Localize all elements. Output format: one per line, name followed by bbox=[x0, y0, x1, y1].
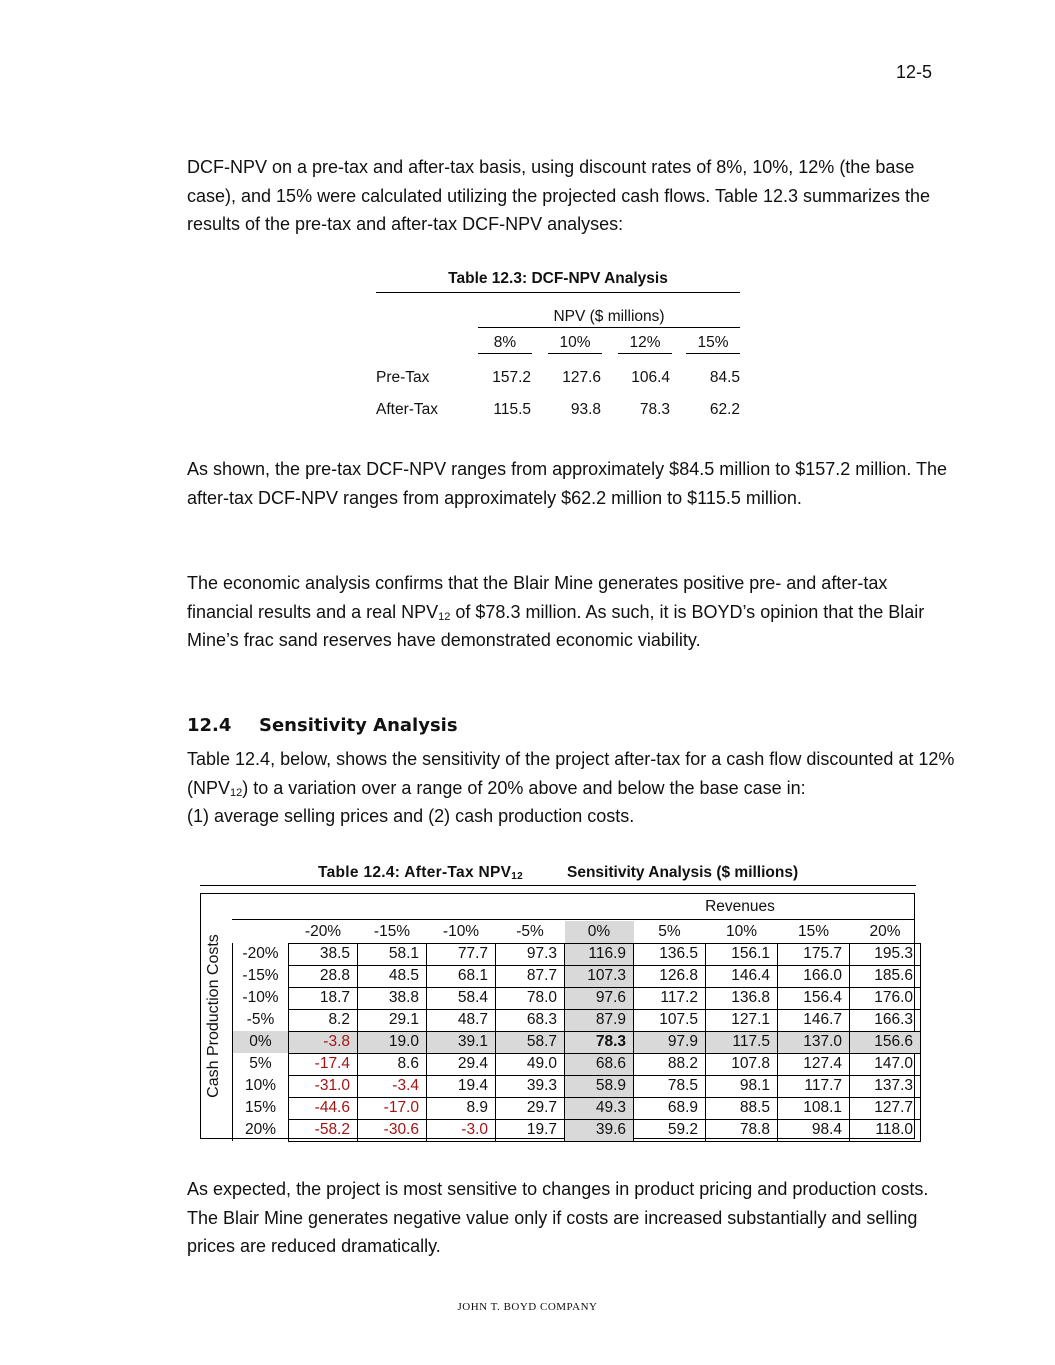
row-label: 0% bbox=[233, 1031, 289, 1053]
cell: 127.4 bbox=[778, 1053, 850, 1075]
cell: -3.8 bbox=[289, 1031, 358, 1053]
corner-cell bbox=[233, 921, 289, 943]
row-label: -20% bbox=[233, 943, 289, 965]
column-header: -10% bbox=[442, 922, 480, 940]
cell: 136.8 bbox=[706, 987, 778, 1009]
cell: 175.7 bbox=[778, 943, 850, 965]
costs-axis-label: Cash Production Costs bbox=[205, 934, 222, 1098]
cell: 107.3 bbox=[565, 965, 634, 987]
table-row bbox=[233, 1097, 921, 1119]
cell: 107.8 bbox=[706, 1053, 778, 1075]
cell: -44.6 bbox=[289, 1097, 358, 1119]
section-heading bbox=[187, 715, 458, 736]
cell: 29.1 bbox=[358, 1009, 427, 1031]
revenues-header-row bbox=[232, 893, 915, 920]
cell: 62.2 bbox=[709, 401, 740, 418]
cell: 39.1 bbox=[427, 1031, 496, 1053]
cell: 38.5 bbox=[289, 943, 358, 965]
cell: 166.0 bbox=[778, 965, 850, 987]
cell: 87.9 bbox=[565, 1009, 634, 1031]
cell: 166.3 bbox=[850, 1009, 921, 1031]
table-row bbox=[233, 1009, 921, 1031]
cell: 58.1 bbox=[358, 943, 427, 965]
title-subscript: 12 bbox=[511, 871, 523, 882]
row-label: Pre-Tax bbox=[376, 369, 430, 386]
cell: 93.8 bbox=[570, 401, 601, 418]
paragraph-4-text-a: Table 12.4, below, shows the sensitivity of the project after-tax for a cash flow discounted at 12% (NPV bbox=[187, 749, 955, 798]
cell: -30.6 bbox=[358, 1119, 427, 1141]
paragraph-3-subscript: 12 bbox=[438, 610, 451, 623]
paragraph-economic-viability bbox=[187, 569, 947, 655]
cell: 29.7 bbox=[496, 1097, 565, 1119]
cell: 136.5 bbox=[634, 943, 706, 965]
cell: 59.2 bbox=[634, 1119, 706, 1141]
cell: 115.5 bbox=[493, 401, 531, 418]
title-text: Table 12.4: After-Tax NPV bbox=[318, 864, 512, 881]
table-12-4-title-main bbox=[318, 864, 523, 882]
table-row bbox=[233, 1031, 921, 1053]
cell: 18.7 bbox=[289, 987, 358, 1009]
cell: 146.4 bbox=[706, 965, 778, 987]
row-label: After-Tax bbox=[376, 401, 439, 418]
table-row bbox=[233, 1075, 921, 1097]
cell: 8.2 bbox=[289, 1009, 358, 1031]
cell: -3.4 bbox=[358, 1075, 427, 1097]
cell: 118.0 bbox=[850, 1119, 921, 1141]
cell: 28.8 bbox=[289, 965, 358, 987]
paragraph-4-text-c: (1) average selling prices and (2) cash production costs. bbox=[187, 806, 635, 826]
cell: 147.0 bbox=[850, 1053, 921, 1075]
cell: 97.9 bbox=[634, 1031, 706, 1053]
cell: 195.3 bbox=[850, 943, 921, 965]
paragraph-4-text-b: ) to a variation over a range of 20% above and below the base case in: bbox=[242, 777, 806, 798]
rate-header: 10% bbox=[548, 334, 602, 354]
cell: 68.1 bbox=[427, 965, 496, 987]
row-label: 15% bbox=[233, 1097, 289, 1119]
row-label: 5% bbox=[233, 1053, 289, 1075]
table-12-3-title: Table 12.3: DCF-NPV Analysis bbox=[376, 270, 740, 293]
page-number: 12-5 bbox=[895, 62, 932, 82]
cell: 146.7 bbox=[778, 1009, 850, 1031]
revenues-label: Revenues bbox=[705, 898, 775, 915]
cell: 49.3 bbox=[565, 1097, 634, 1119]
cell: 49.0 bbox=[496, 1053, 565, 1075]
cell: 68.9 bbox=[634, 1097, 706, 1119]
cell: 19.0 bbox=[358, 1031, 427, 1053]
cell: 117.2 bbox=[634, 987, 706, 1009]
cell: 58.4 bbox=[427, 987, 496, 1009]
cell: 157.2 bbox=[492, 369, 531, 386]
table-row bbox=[233, 1053, 921, 1075]
cell: 117.7 bbox=[778, 1075, 850, 1097]
cell: 78.5 bbox=[634, 1075, 706, 1097]
cell: 156.1 bbox=[706, 943, 778, 965]
column-header-row bbox=[233, 921, 921, 943]
cell: 68.3 bbox=[496, 1009, 565, 1031]
cell: 8.6 bbox=[358, 1053, 427, 1075]
column-header: -5% bbox=[516, 922, 544, 940]
intro-paragraph: DCF-NPV on a pre-tax and after-tax basis, using discount rates of 8%, 10%, 12% (the base case), and 15% were calculated utilizing the projected cash flows. Table 12.3 summarizes the results of the pre-tax and after-tax DCF-NPV analyses: bbox=[187, 157, 931, 234]
cell: 48.7 bbox=[427, 1009, 496, 1031]
cell: 106.4 bbox=[631, 369, 670, 386]
paragraph-conclusion: As expected, the project is most sensitive to changes in product pricing and production costs. The Blair Mine generates negative value only if costs are increased substantially and selling prices are reduced dramatically. bbox=[187, 1179, 929, 1256]
paragraph-3-text-a: The economic analysis confirms that the Blair Mine generates positive pre- and after-tax financial results and a real NPV bbox=[187, 573, 888, 622]
cell: 78.8 bbox=[706, 1119, 778, 1141]
row-label: -15% bbox=[233, 965, 289, 987]
column-header: 10% bbox=[725, 922, 758, 940]
cell: 176.0 bbox=[850, 987, 921, 1009]
cell: 39.6 bbox=[565, 1119, 634, 1141]
cell: 78.3 bbox=[639, 401, 670, 418]
paragraph-3-text-b: of $78.3 million. As such, it is BOYD’s opinion that the Blair Mine’s frac sand reserves have demonstrated economic viability. bbox=[187, 601, 925, 650]
paragraph-npv-ranges: As shown, the pre-tax DCF-NPV ranges from approximately $84.5 million to $157.2 million. The after-tax DCF-NPV ranges from approximately $62.2 million to $115.5 million. bbox=[187, 459, 948, 508]
cell: 68.6 bbox=[565, 1053, 634, 1075]
table-12-4-title-suffix: Sensitivity Analysis ($ millions) bbox=[567, 864, 799, 881]
column-header: 15% bbox=[797, 922, 830, 940]
cell: 39.3 bbox=[496, 1075, 565, 1097]
table-row bbox=[233, 965, 921, 987]
table-12-4-title bbox=[200, 864, 916, 886]
cell: 78.0 bbox=[496, 987, 565, 1009]
column-header: -15% bbox=[373, 922, 411, 940]
cell: 19.7 bbox=[496, 1119, 565, 1141]
cell: 98.4 bbox=[778, 1119, 850, 1141]
rate-header: 15% bbox=[686, 334, 740, 354]
cell: -31.0 bbox=[289, 1075, 358, 1097]
cell: 156.4 bbox=[778, 987, 850, 1009]
row-label: -5% bbox=[233, 1009, 289, 1031]
cell: 108.1 bbox=[778, 1097, 850, 1119]
section-title: Sensitivity Analysis bbox=[259, 715, 458, 736]
cell: 88.2 bbox=[634, 1053, 706, 1075]
cell: 48.5 bbox=[358, 965, 427, 987]
npv-header: NPV ($ millions) bbox=[478, 308, 740, 328]
cell: 127.1 bbox=[706, 1009, 778, 1031]
cell: 58.9 bbox=[565, 1075, 634, 1097]
cell: 126.8 bbox=[634, 965, 706, 987]
cell: 84.5 bbox=[709, 369, 740, 386]
cell: -17.0 bbox=[358, 1097, 427, 1119]
cell: 127.6 bbox=[562, 369, 601, 386]
table-12-3 bbox=[376, 270, 740, 418]
cell: -3.0 bbox=[427, 1119, 496, 1141]
rate-header: 8% bbox=[478, 334, 532, 354]
cell: 88.5 bbox=[706, 1097, 778, 1119]
cell: -58.2 bbox=[289, 1119, 358, 1141]
footer-company: JOHN T. BOYD COMPANY bbox=[457, 1301, 598, 1313]
row-label: 20% bbox=[233, 1119, 289, 1141]
cell: 19.4 bbox=[427, 1075, 496, 1097]
column-header: 0% bbox=[565, 921, 634, 943]
cell: 78.3 bbox=[565, 1031, 634, 1053]
cell: -17.4 bbox=[289, 1053, 358, 1075]
section-number: 12.4 bbox=[187, 715, 232, 736]
paragraph-sensitivity-intro bbox=[187, 745, 957, 831]
cell: 117.5 bbox=[706, 1031, 778, 1053]
table-row bbox=[233, 987, 921, 1009]
row-label: 10% bbox=[233, 1075, 289, 1097]
column-header: -20% bbox=[304, 922, 342, 940]
cell: 137.3 bbox=[850, 1075, 921, 1097]
row-label: -10% bbox=[233, 987, 289, 1009]
column-header: 20% bbox=[869, 922, 901, 940]
cell: 127.7 bbox=[850, 1097, 921, 1119]
cell: 137.0 bbox=[778, 1031, 850, 1053]
cell: 8.9 bbox=[427, 1097, 496, 1119]
cell: 77.7 bbox=[427, 943, 496, 965]
column-header: 5% bbox=[658, 922, 681, 940]
sensitivity-grid bbox=[232, 921, 921, 1142]
cell: 185.6 bbox=[850, 965, 921, 987]
paragraph-4-subscript: 12 bbox=[230, 786, 243, 799]
cell: 107.5 bbox=[634, 1009, 706, 1031]
table-row bbox=[233, 1119, 921, 1141]
rate-header: 12% bbox=[618, 334, 672, 354]
cell: 38.8 bbox=[358, 987, 427, 1009]
cell: 97.6 bbox=[565, 987, 634, 1009]
cell: 87.7 bbox=[496, 965, 565, 987]
cell: 98.1 bbox=[706, 1075, 778, 1097]
cell: 116.9 bbox=[565, 943, 634, 965]
cell: 58.7 bbox=[496, 1031, 565, 1053]
table-row bbox=[233, 943, 921, 965]
cell: 29.4 bbox=[427, 1053, 496, 1075]
cell: 97.3 bbox=[496, 943, 565, 965]
cell: 156.6 bbox=[850, 1031, 921, 1053]
